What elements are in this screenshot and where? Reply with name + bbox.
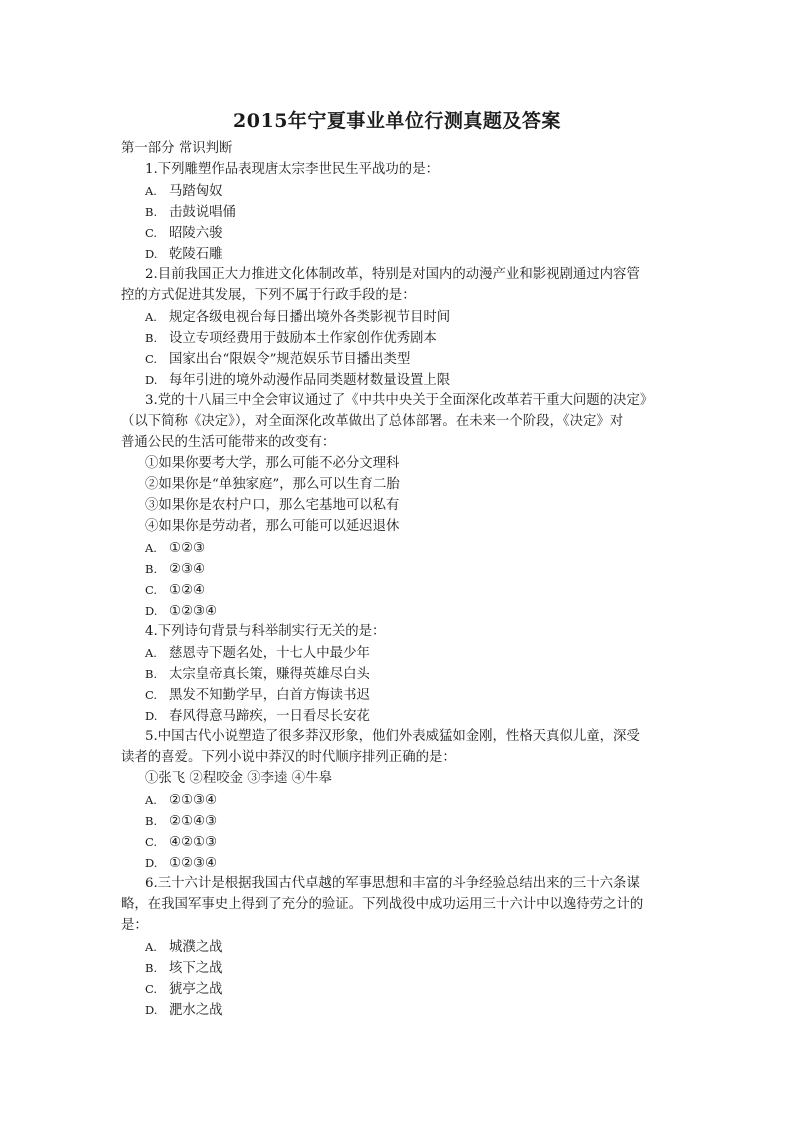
question-3-statement-4: ④如果你是劳动者，那么可能可以延迟退休 [145, 519, 400, 534]
question-6-option-d: D. 淝水之战 [145, 1003, 223, 1018]
question-6-stem-line-1: 6.三十六计是根据我国古代卓越的军事思想和丰富的斗争经验总结出来的三十六条谋 [145, 876, 640, 891]
question-2-option-d: D. 每年引进的境外动漫作品同类题材数量设置上限 [145, 373, 451, 388]
question-4-stem: 4.下列诗句背景与科举制实行无关的是： [145, 624, 386, 639]
question-5-stem-line-2: 读者的喜爱。下列小说中莽汉的时代顺序排列正确的是： [121, 750, 456, 765]
question-5-option-d: D. ①②③④ [145, 856, 218, 871]
question-4-option-d: D. 春风得意马蹄疾，一日看尽长安花 [145, 709, 370, 724]
question-1-option-c: C. 昭陵六骏 [145, 226, 223, 241]
question-3-option-b: B. ②③④ [145, 562, 206, 577]
question-3-stem-line-2: （以下简称《决定》），对全面深化改革做出了总体部署。在未来一个阶段，《决定》对 [121, 414, 624, 429]
question-5-option-a: A. ②①③④ [145, 793, 218, 808]
question-6-option-a: A. 城濮之战 [145, 940, 223, 955]
question-4-option-b: B. 太宗皇帝真长策，赚得英雄尽白头 [145, 667, 370, 682]
question-2-option-c: C. 国家出台“限娱令”规范娱乐节目播出类型 [145, 352, 411, 367]
question-4-option-c: C. 黑发不知勤学早，白首方悔读书迟 [145, 688, 370, 703]
question-5-option-c: C. ④②①③ [145, 835, 218, 850]
question-1-option-b: B. 击鼓说唱俑 [145, 205, 236, 220]
question-2-option-a: A. 规定各级电视台每日播出境外各类影视节目时间 [145, 310, 451, 325]
question-1-option-d: D. 乾陵石雕 [145, 247, 223, 262]
question-3-stem-line-1: 3.党的十八届三中全会审议通过了《中共中央关于全面深化改革若干重大问题的决定》 [145, 393, 654, 408]
question-3-option-c: C. ①②④ [145, 583, 206, 598]
question-2-stem-line-1: 2.目前我国正大力推进文化体制改革，特别是对国内的动漫产业和影视剧通过内容管 [145, 267, 640, 282]
question-6-stem-line-2: 略，在我国军事史上得到了充分的验证。下列战役中成功运用三十六计中以逸待劳之计的 [121, 897, 644, 912]
question-4-option-a: A. 慈恩寺下题名处，十七人中最少年 [145, 646, 370, 661]
question-6-option-c: C. 猇亭之战 [145, 982, 223, 997]
question-1-stem: 1.下列雕塑作品表现唐太宗李世民生平战功的是： [145, 162, 439, 177]
question-3-stem-line-3: 普通公民的生活可能带来的改变有： [121, 435, 336, 450]
question-2-stem-line-2: 控的方式促进其发展，下列不属于行政手段的是： [121, 288, 416, 303]
question-3-statement-2: ②如果你是“单独家庭”，那么可以生育二胎 [145, 477, 400, 492]
document-title: 2015年宁夏事业单位行测真题及答案 [233, 110, 561, 132]
question-3-statement-3: ③如果你是农村户口，那么宅基地可以私有 [145, 498, 400, 513]
question-2-option-b: B. 设立专项经费用于鼓励本土作家创作优秀剧本 [145, 331, 437, 346]
question-6-stem-line-3: 是： [121, 918, 148, 933]
question-5-items: ①张飞 ②程咬金 ③李逵 ④牛皋 [145, 771, 332, 786]
question-1-option-a: A. 马踏匈奴 [145, 184, 223, 199]
question-5-stem-line-1: 5.中国古代小说塑造了很多莽汉形象，他们外表威猛如金刚，性格天真似儿童，深受 [145, 729, 640, 744]
question-5-option-b: B. ②①④③ [145, 814, 218, 829]
question-3-option-d: D. ①②③④ [145, 604, 218, 619]
section-heading: 第一部分 常识判断 [121, 141, 233, 156]
question-6-option-b: B. 垓下之战 [145, 961, 223, 976]
question-3-statement-1: ①如果你要考大学，那么可能不必分文理科 [145, 456, 400, 471]
question-3-option-a: A. ①②③ [145, 541, 206, 556]
